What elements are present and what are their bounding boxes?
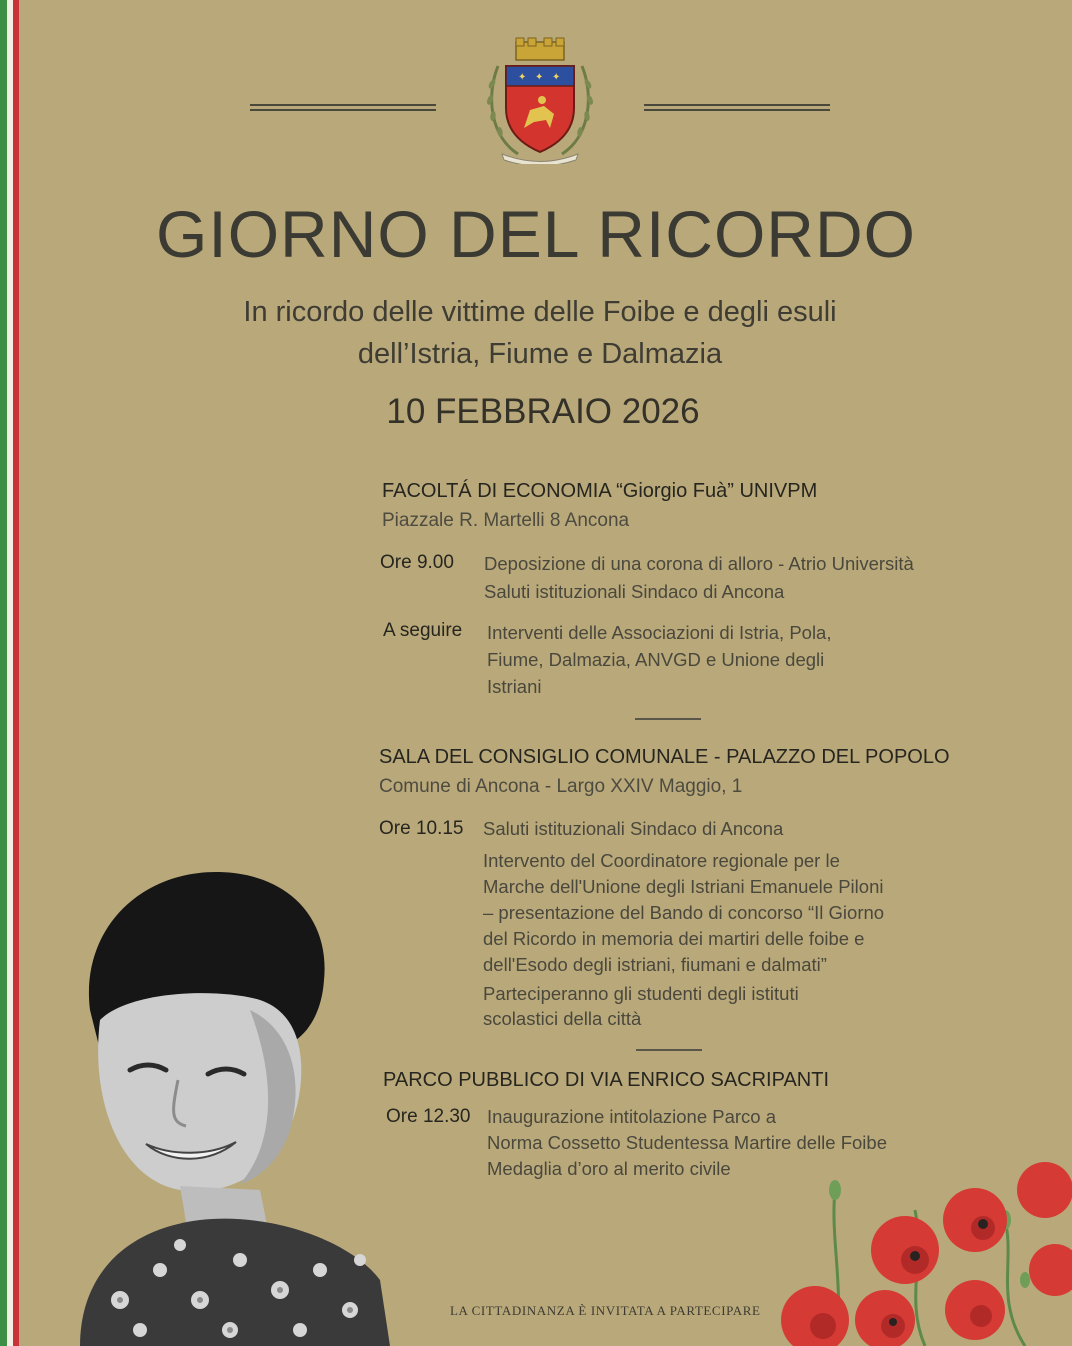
schedule-line: del Ricordo in memoria dei martiri delle foibe e [483,928,865,949]
venue-parco-sacripanti: PARCO PUBBLICO DI VIA ENRICO SACRIPANTI [383,1069,830,1091]
schedule-line: Saluti istituzionali Sindaco di Ancona [484,581,785,602]
section-divider [636,1049,702,1051]
schedule-line: Parteciperanno gli studenti degli istituti [483,983,799,1004]
portrait-photo [60,860,390,1346]
subtitle-line-2: dell’Istria, Fiume e Dalmazia [357,338,723,370]
schedule-line: Norma Cossetto Studentessa Martire delle Foibe [487,1132,887,1153]
schedule-line: Intervento del Coordinatore regionale per le [483,850,840,871]
venue-sala-consiglio: SALA DEL CONSIGLIO COMUNALE - PALAZZO DEL POPOLO [379,746,950,768]
svg-text:✦: ✦ [518,72,527,83]
schedule-line: Deposizione di una corona di alloro - Atrio Università [484,553,914,574]
schedule-line: – presentazione del Bando di concorso “Il Giorno [483,902,885,923]
page-title: GIORNO DEL RICORDO [156,197,916,271]
schedule-line: dell'Esodo degli istriani, fiumani e dalmati” [483,954,827,975]
schedule-line: Medaglia d’oro al merito civile [487,1158,731,1179]
schedule-line: Inaugurazione intitolazione Parco a [487,1106,776,1127]
footer-invitation: LA CITTADINANZA È INVITATA A PARTECIPARE [450,1303,761,1318]
svg-text:✦: ✦ [552,72,561,83]
section-divider [635,718,701,720]
venue-economia: FACOLTÁ DI ECONOMIA “Giorgio Fuà” UNIVPM [382,480,818,502]
event-date: 10 FEBBRAIO 2026 [386,392,700,431]
header-rule-left [250,104,436,111]
schedule-line: Interventi delle Associazioni di Istria, Pola, [487,622,832,643]
schedule-line: Marche dell'Unione degli Istriani Emanuele Piloni [483,876,884,897]
schedule-line: Saluti istituzionali Sindaco di Ancona [483,818,784,839]
poppies-illustration [775,1150,1072,1346]
schedule-line: Istriani [487,676,542,697]
subtitle-line-1: In ricordo delle vittime delle Foibe e degli esuli [243,296,837,328]
time-label-9-00: Ore 9.00 [380,552,454,573]
schedule-line: Fiume, Dalmazia, ANVGD e Unione degli [487,649,825,670]
time-label-12-30: Ore 12.30 [386,1106,471,1127]
schedule-line: scolastici della città [483,1008,642,1029]
venue-address-sala-consiglio: Comune di Ancona - Largo XXIV Maggio, 1 [379,776,743,797]
header-rule-right [644,104,830,111]
time-label-10-15: Ore 10.15 [379,818,464,839]
svg-text:✦: ✦ [535,72,544,83]
venue-address-economia: Piazzale R. Martelli 8 Ancona [382,510,630,531]
city-coat-of-arms-emblem [478,36,602,164]
time-label-a-seguire: A seguire [383,620,463,641]
